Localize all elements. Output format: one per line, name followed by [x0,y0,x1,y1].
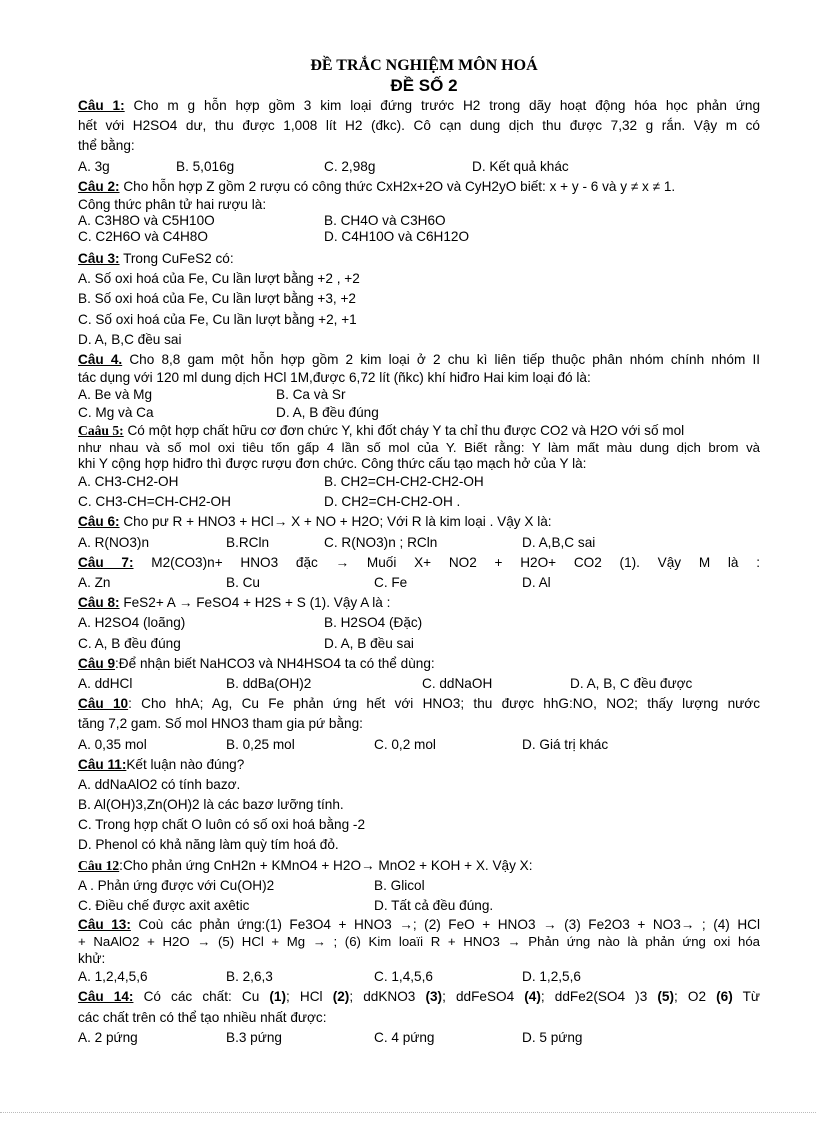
question-8-options-row1 [78,613,760,633]
question-9-options [78,674,760,694]
question-10-label: Câu 10 [78,696,129,712]
question-7 [78,553,760,593]
question-2-text-line2: Công thức phân tử hai rượu là: [78,196,267,212]
question-10-text-line2: tăng 7,2 gam. Số mol HNO3 tham gia pứ bằng: [78,716,363,732]
question-13 [78,916,760,987]
exam-title: ĐỀ TRẮC NGHIỆM MÔN HOÁ [310,57,538,74]
question-11-text: Câu 11:Kết luận nào đúng? [78,756,245,772]
option-c[interactable]: C. C2H6O và C4H8O [78,228,208,244]
question-6 [78,512,760,552]
option-c[interactable]: C. 4 pứng [374,1029,435,1045]
option-a[interactable]: A. H2SO4 (loãng) [78,615,186,631]
option-d[interactable]: D. Phenol có khả năng làm quỳ tím hoá đỏ. [78,837,339,853]
question-2-options-row1 [78,213,760,229]
option-b[interactable]: B. H2SO4 (Đặc) [324,615,423,631]
question-1-text-line2: hết với H2SO4 dư, thu được 1,008 lít H2 (đkc). Cô cạn dung dịch thu được 7,32 g rắn. Vậy m có [78,118,760,134]
option-d[interactable]: D. Tất cả đều đúng. [374,898,494,913]
option-c[interactable]: C. Mg và Ca [78,405,154,421]
question-12 [78,856,760,917]
question-5-label: Caâu 5: [78,423,124,439]
option-d[interactable]: D. 5 pứng [522,1029,583,1045]
question-2-text: Câu 2: Cho hỗn hợp Z gồm 2 rượu có công thức CxH2x+2O và CyH2yO biết: x + y - 6 và y ≠ x ≠ 1. [78,178,676,194]
question-10-text: Câu 10: Cho hhA; Ag, Cu Fe phản ứng hết với HNO3; thu được hhG:NO, NO2; thấy lượng nước [78,696,760,712]
question-9-label: Câu 9 [78,655,116,671]
option-d[interactable]: D. Kết quả khác [472,158,569,174]
option-d[interactable]: D. CH2=CH-CH2-OH . [324,494,461,510]
option-b[interactable]: B. 5,016g [176,158,235,174]
option-b[interactable]: B.3 pứng [226,1029,282,1045]
option-b[interactable]: B. Cu [226,575,260,590]
option-a[interactable]: A. ddHCl [78,675,133,691]
question-8-text: Câu 8: FeS2+ A → FeSO4 + H2S + S (1). Vậy A là : [78,595,391,611]
option-d[interactable]: D. C4H10O và C6H12O [324,228,470,244]
question-11 [78,755,760,856]
page-bottom-divider [0,1112,816,1113]
option-d[interactable]: D. Al [522,575,551,590]
option-b[interactable]: B. Glicol [374,877,425,893]
exam-page [78,56,760,1048]
question-1 [78,96,760,177]
question-14-options [78,1028,760,1048]
question-14-text-line2: các chất trên có thể tạo nhiều nhất được: [78,1009,327,1025]
option-a[interactable]: A. C3H8O và C5H10O [78,212,215,228]
option-a[interactable]: A. 2 pứng [78,1029,138,1045]
question-8 [78,593,760,654]
option-c[interactable]: C. Trong hợp chất O luôn có số oxi hoá bằng -2 [78,817,366,833]
question-3 [78,249,760,350]
option-d[interactable]: D. A, B đều đúng [276,405,379,421]
question-2 [78,177,760,245]
question-7-label: Câu 7: [78,554,134,570]
question-4 [78,350,760,422]
question-2-options-row2 [78,229,760,245]
option-d[interactable]: D. 1,2,5,6 [522,969,581,985]
question-5-text-line3: khi Y cộng hợp hiđro thì được rượu đơn chức. Công thức cấu tạo mạch hở của Y là: [78,456,587,472]
question-5-options-row2 [78,492,760,512]
question-5 [78,422,760,512]
option-a[interactable]: A. 1,2,4,5,6 [78,969,148,985]
option-c[interactable]: C. ddNaOH [422,675,493,691]
option-d[interactable]: D. A, B, C đều được [570,675,693,691]
option-c[interactable]: C. CH3-CH=CH-CH2-OH [78,494,231,510]
question-12-text: Câu 12:Cho phản ứng CnH2n + KMnO4 + H2O→ MnO2 + KOH + X. Vậy X: [78,857,533,873]
option-b[interactable]: B. CH2=CH-CH2-CH2-OH [324,474,484,490]
option-c[interactable]: C. 1,4,5,6 [374,969,433,985]
option-b[interactable]: B. 2,6,3 [226,969,273,985]
question-13-text: Câu 13: Coù các phản ứng:(1) Fe3O4 + HNO3 →; (2) FeO + HNO3 → (3) Fe2O3 + NO3→ ; (4) HCl [78,917,760,933]
option-c[interactable]: C. Số oxi hoá của Fe, Cu lần lượt bằng +2, +1 [78,311,357,327]
option-c[interactable]: C. 2,98g [324,158,376,174]
question-9-text: Câu 9:Để nhận biết NaHCO3 và NH4HSO4 ta có thể dùng: [78,655,435,671]
question-8-options-row2 [78,634,760,654]
question-8-label: Câu 8: [78,595,120,611]
question-6-label: Câu 6: [78,514,120,530]
question-1-label: Câu 1: [78,98,125,113]
question-13-text-line3: khử: [78,951,106,967]
option-a[interactable]: A. Số oxi hoá của Fe, Cu lần lượt bằng +2 , +2 [78,271,360,287]
option-a[interactable]: A. CH3-CH2-OH [78,474,179,490]
exam-number: ĐỀ SỐ 2 [390,76,458,95]
question-1-text-line3: thể bằng: [78,138,135,154]
question-3-label: Câu 3: [78,250,120,266]
question-6-text: Câu 6: Cho pư R + HNO3 + HCl→ X + NO + H2O; Với R là kim loại . Vậy X là: [78,514,552,530]
option-b[interactable]: B. CH4O và C3H6O [324,212,446,228]
question-12-options-row1 [78,876,760,896]
option-a[interactable]: A. ddNaAlO2 có tính bazơ. [78,776,241,792]
question-11-label: Câu 11: [78,756,127,772]
option-b[interactable]: B. Số oxi hoá của Fe, Cu lần lượt bằng +3, +2 [78,291,356,307]
option-a[interactable]: A. 0,35 mol [78,736,147,752]
option-a[interactable]: A. 3g [78,158,110,174]
option-d[interactable]: D. Giá trị khác [522,736,609,752]
option-b[interactable]: B.RCln [226,534,270,550]
question-6-options [78,533,760,553]
option-d[interactable]: D. A,B,C sai [522,534,596,550]
question-3-text: Câu 3: Trong CuFeS2 có: [78,250,234,266]
option-c[interactable]: C. 0,2 mol [374,736,436,752]
question-4-options-row2 [78,404,760,422]
question-12-options-row2 [78,896,760,916]
option-c[interactable]: C. Điều chế được axit axêtic [78,898,250,913]
question-14 [78,987,760,1048]
option-d[interactable]: D. A, B,C đều sai [78,331,182,347]
question-14-text: Câu 14: Có các chất: Cu (1); HCl (2); ddKNO3 (3); ddFeSO4 (4); ddFe2(SO4 )3 (5); O2 (6) Từ [78,989,760,1005]
option-c[interactable]: C. A, B đều đúng [78,635,181,651]
question-14-label: Câu 14: [78,989,134,1005]
option-b[interactable]: B. ddBa(OH)2 [226,675,312,691]
option-a[interactable]: A. R(NO3)n [78,534,150,550]
option-b[interactable]: B. Al(OH)3,Zn(OH)2 là các bazơ lưỡng tính. [78,797,344,813]
question-13-text-line2: + NaAlO2 + H2O → (5) HCl + Mg → ; (6) Kim loaïi R + HNO3 → Phản ứng nào là phản ứng oxi hóa [78,934,760,950]
option-a[interactable]: A . Phản ứng được với Cu(OH)2 [78,877,275,893]
question-13-options [78,967,760,987]
question-1-text: Câu 1: Cho m g hỗn hợp gồm 3 kim loại đứng trước H2 trong dãy hoạt động hóa học phản ứng [78,98,760,113]
question-4-text-line2: tác dụng với 120 ml dung dịch HCl 1M,được 6,72 lít (ñkc) khí hiđro Hai kim loại đó là: [78,370,591,386]
option-c[interactable]: C. R(NO3)n ; RCln [324,534,438,550]
question-4-label: Câu 4. [78,351,123,367]
question-1-options [78,157,760,177]
question-10 [78,694,760,755]
option-a[interactable]: A. Be và Mg [78,387,153,403]
question-4-text: Câu 4. Cho 8,8 gam một hỗn hợp gồm 2 kim loại ở 2 chu kì liên tiếp thuộc phân nhóm chính nhóm II [78,351,760,367]
question-5-text: Caâu 5: Có một hợp chất hữu cơ đơn chức Y, khi đốt cháy Y ta chỉ thu được CO2 và H2O với số mol [78,423,685,439]
question-5-options-row1 [78,472,760,492]
question-7-options [78,573,760,593]
option-a[interactable]: A. Zn [78,575,111,590]
option-b[interactable]: B. Ca và Sr [276,387,346,403]
question-5-text-line2: như nhau và số mol oxi tiêu tốn gấp 4 lần số mol của Y. Biết rằng: Y làm mất màu dung dịch brom và [78,440,760,456]
option-c[interactable]: C. Fe [374,575,408,590]
question-13-label: Câu 13: [78,917,131,933]
question-12-label: Câu 12 [78,857,120,873]
option-b[interactable]: B. 0,25 mol [226,736,295,752]
question-4-options-row1 [78,386,760,404]
question-10-options [78,735,760,755]
question-9 [78,654,760,694]
question-7-text: Câu 7: M2(CO3)n+ HNO3 đặc → Muối X+ NO2 + H2O+ CO2 (1). Vậy M là : [78,554,760,570]
option-d[interactable]: D. A, B đều sai [324,635,414,651]
question-2-label: Câu 2: [78,178,120,194]
